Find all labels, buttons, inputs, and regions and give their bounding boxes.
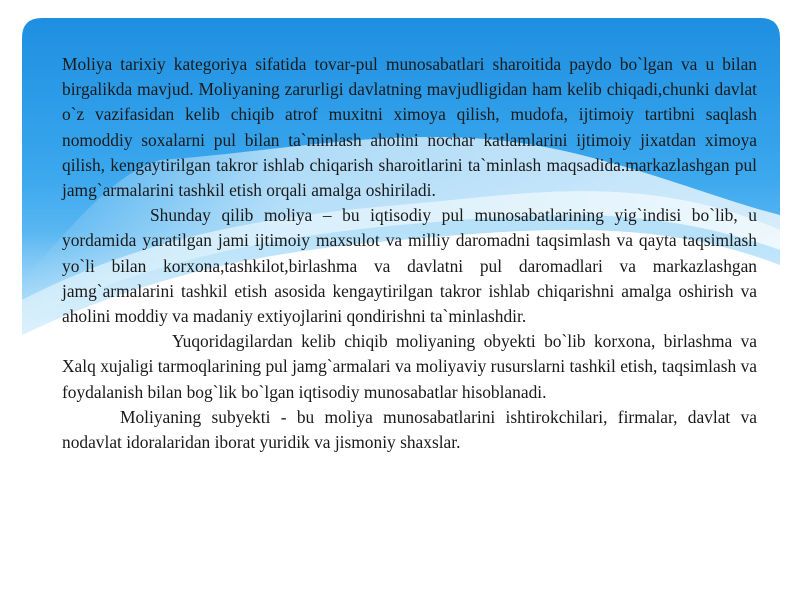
- paragraph-4: Moliyaning subyekti - bu moliya munosabatlarini ishtirokchilari, firmalar, davlat va nodavlat idoralaridan iborat yuridik va jismoniy shaxslar.: [62, 406, 757, 453]
- paragraph-1: Moliya tarixiy kategoriya sifatida tovar-pul munosabatlari sharoitida paydo bo`lgan va u bilan birgalikda mavjud. Moliyaning zarurligi davlatning mavjudligidan ham kelib chiqadi,chunki davlat o`z vazifasidan kelib chiqib atrof muxitni ximoya qilish, mudofa, ijtimoiy tartibni saqlash nomoddiy soxalarni pul bilan ta`minlash aholini nochar katlamlarini ijtimoiy jixatdan ximoya qilish, kengaytirilgan takror ishlab chiqarish sharoitlarini ta`minlash maqsadida.markazlashgan pul jamg`armalarini tashkil etish orqali amalga oshiriladi.: [62, 54, 757, 201]
- content-text: [62, 52, 757, 455]
- paragraph-3: Yuqoridagilardan kelib chiqib moliyaning obyekti bo`lib korxona, birlashma va Xalq xujaligi tarmoqlarining pul jamg`armalari va moliyaviy rusurslarni tashkil etish, taqsimlash va foydalanish bilan bog`lik bo`lgan iqtisodiy munosabatlar hisoblanadi.: [62, 331, 757, 402]
- paragraph-2: Shunday qilib moliya – bu iqtisodiy pul munosabatlarining yig`indisi bo`lib, u yordamida yaratilgan jami ijtimoiy maxsulot va milliy daromadni taqsimlash va qayta taqsimlash yo`li bilan korxona,tashkilot,birlashma va davlatni pul daromadlari va markazlashgan jamg`armalarini tashkil etish asosida kengaytirilgan takror ishlab chiqarishni amalga oshirish va aholini moddiy va madaniy extiyojlarini qondirishni ta`minlashdir.: [62, 205, 757, 327]
